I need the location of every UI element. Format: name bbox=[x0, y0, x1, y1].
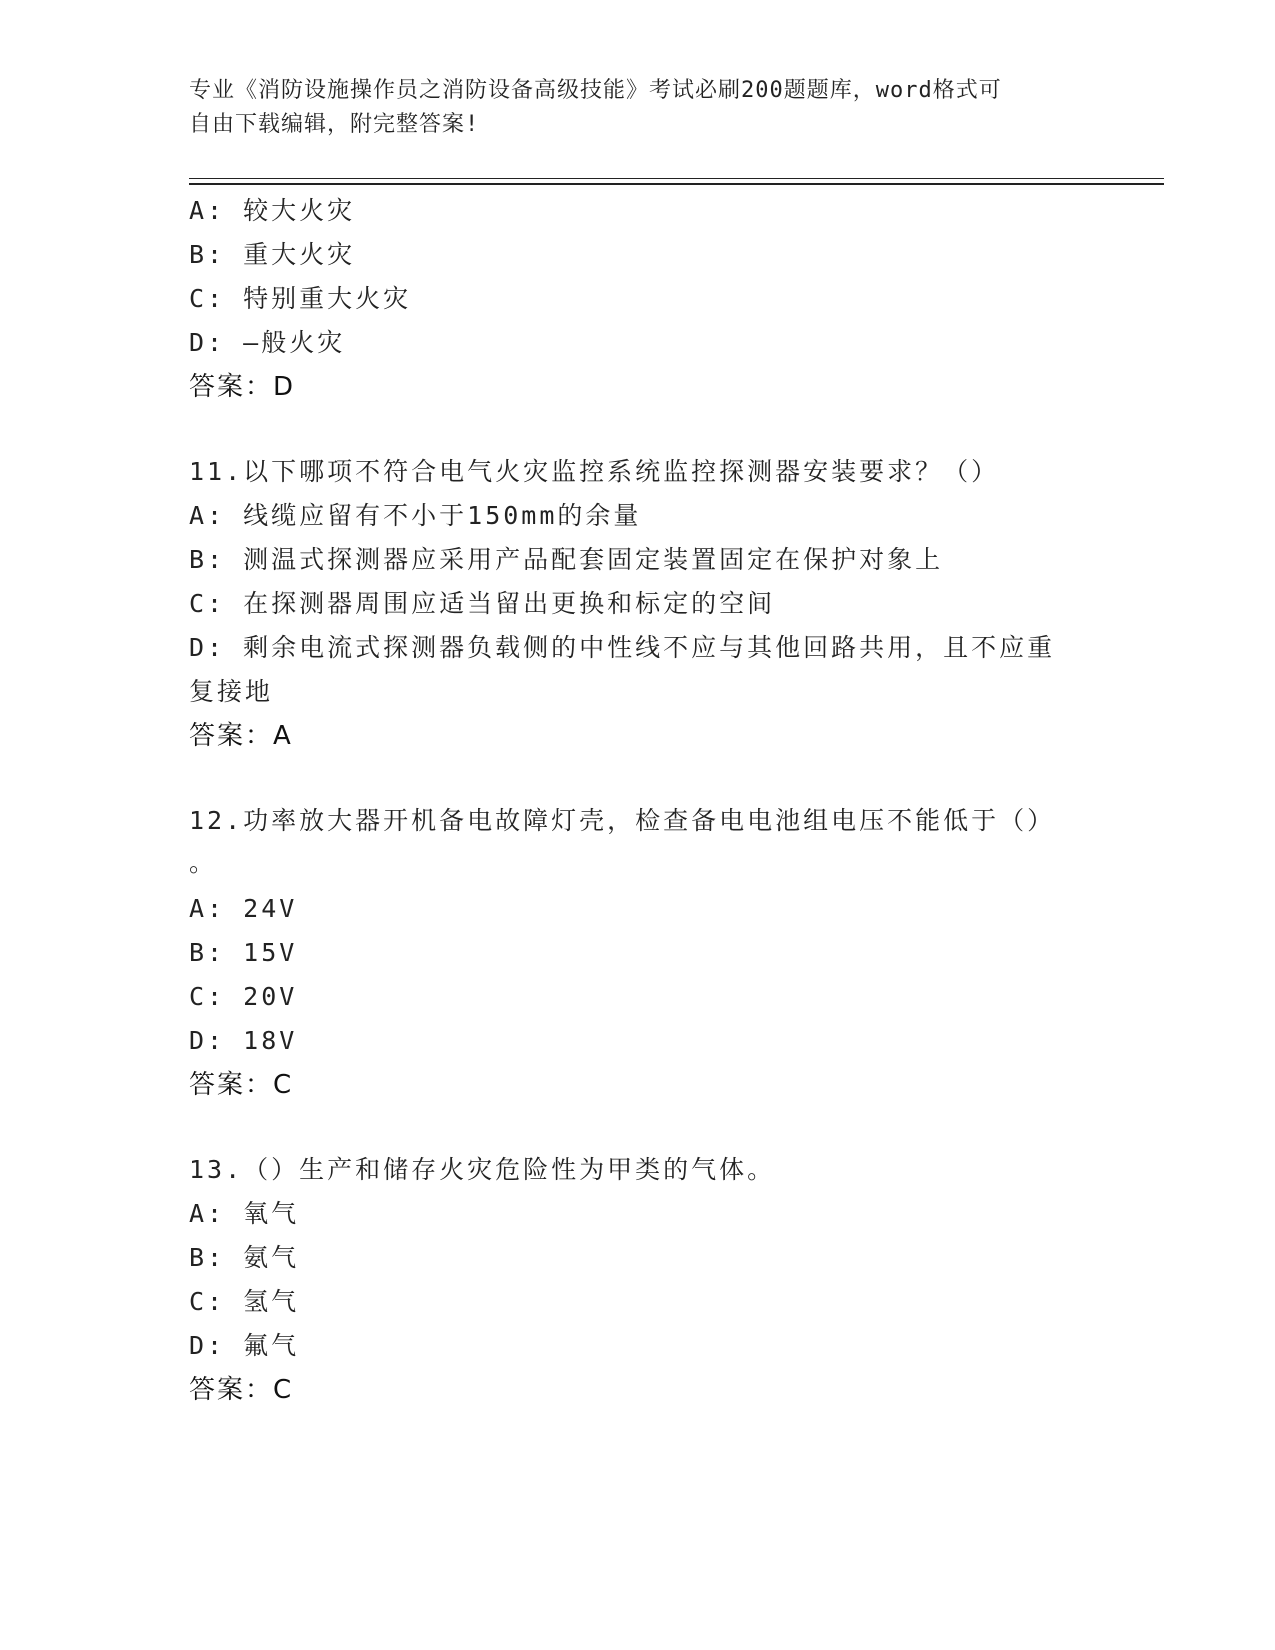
header-line-1: 专业《消防设施操作员之消防设备高级技能》考试必刷200题题库，word格式可 bbox=[189, 78, 1002, 103]
q11-answer: 答案：A bbox=[189, 721, 293, 751]
q11-question: 11.以下哪项不符合电气火灾监控系统监控探测器安装要求？（） bbox=[189, 457, 1000, 486]
q13-question: 13.（）生产和储存火灾危险性为甲类的气体。 bbox=[189, 1155, 776, 1184]
q12-question: 12.功率放大器开机备电故障灯壳，检查备电电池组电压不能低于（） bbox=[189, 806, 1056, 835]
q12-question-cont: 。 bbox=[189, 848, 218, 877]
q10-answer: 答案：D bbox=[189, 372, 296, 402]
q13-option-c: C: 氢气 bbox=[189, 1287, 300, 1316]
q13-option-a: A: 氧气 bbox=[189, 1199, 300, 1228]
q12-answer: 答案：C bbox=[189, 1070, 294, 1100]
q10-option-d: D: —般火灾 bbox=[189, 328, 346, 357]
q11-option-a: A: 线缆应留有不小于150mm的余量 bbox=[189, 501, 642, 530]
header-divider-thick bbox=[189, 183, 1164, 185]
q11-option-d: D: 剩余电流式探测器负载侧的中性线不应与其他回路共用，且不应重 bbox=[189, 633, 1056, 662]
q12-option-c: C: 20V bbox=[189, 982, 298, 1011]
q10-option-c: C: 特别重大火灾 bbox=[189, 284, 412, 313]
q11-option-c: C: 在探测器周围应适当留出更换和标定的空间 bbox=[189, 589, 776, 618]
q13-option-d: D: 氟气 bbox=[189, 1331, 300, 1360]
q10-option-a: A: 较大火灾 bbox=[189, 196, 356, 225]
q11-option-d-cont: 复接地 bbox=[189, 677, 274, 706]
q12-option-b: B: 15V bbox=[189, 938, 298, 967]
q10-option-b: B: 重大火灾 bbox=[189, 240, 356, 269]
q12-option-d: D: 18V bbox=[189, 1026, 298, 1055]
q12-option-a: A: 24V bbox=[189, 894, 298, 923]
header-line-2: 自由下载编辑，附完整答案! bbox=[189, 112, 480, 137]
header-divider-thin bbox=[189, 178, 1164, 179]
document-header bbox=[189, 74, 1069, 142]
q13-answer: 答案：C bbox=[189, 1375, 294, 1405]
q13-option-b: B: 氨气 bbox=[189, 1243, 300, 1272]
q11-option-b: B: 测温式探测器应采用产品配套固定装置固定在保护对象上 bbox=[189, 545, 944, 574]
